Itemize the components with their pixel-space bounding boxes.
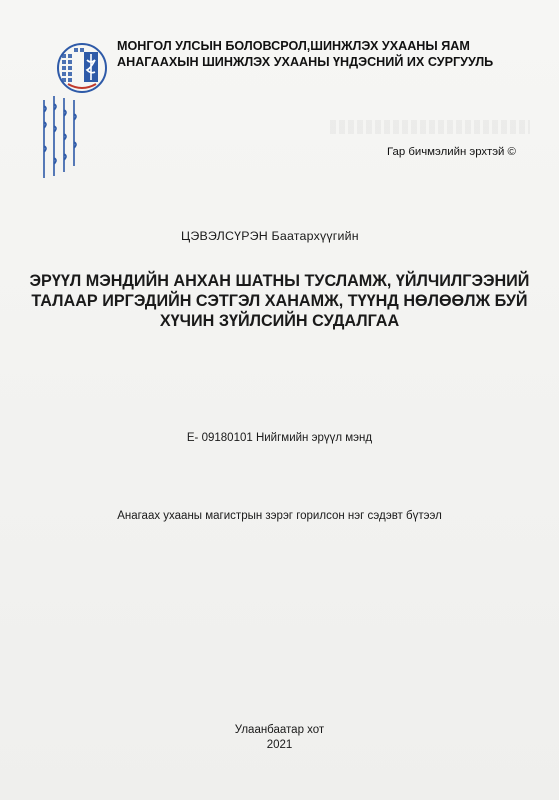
faint-bleedthrough (330, 120, 530, 134)
place-and-year (0, 723, 559, 753)
institution-header (117, 38, 547, 70)
year: 2021 (266, 739, 293, 751)
university-name: АНАГААХЫН ШИНЖЛЭХ УХААНЫ ҮНДЭСНИЙ ИХ СУРГУУЛЬ (117, 55, 494, 69)
thesis-title (20, 271, 539, 331)
place: Улаанбаатар хот (234, 724, 325, 736)
author-name: ЦЭВЭЛСҮРЭН Баатархүүгийн (181, 229, 359, 243)
title-line-3: ХҮЧИН ЗҮЙЛСИЙН СУДАЛГАА (159, 312, 400, 330)
specialty-code: E- 09180101 Нийгмийн эрүүл мэнд (186, 432, 373, 444)
title-line-1: ЭРҮҮЛ МЭНДИЙН АНХАН ШАТНЫ ТУСЛАМЖ, ҮЙЛЧИЛГЭЭНИЙ (29, 272, 530, 290)
ministry-name: МОНГОЛ УЛСЫН БОЛОВСРОЛ,ШИНЖЛЭХ УХААНЫ ЯАМ (117, 39, 470, 53)
university-logo (34, 26, 124, 186)
copyright-note: Гар бичмэлийн эрхтэй © (387, 146, 516, 158)
title-line-2: ТАЛААР ИРГЭДИЙН СЭТГЭЛ ХАНАМЖ, ТҮҮНД НӨЛӨӨЛЖ БУЙ (31, 292, 528, 310)
degree-note: Анагаах ухааны магистрын зэрэг горилсон нэг сэдэвт бүтээл (117, 510, 442, 522)
